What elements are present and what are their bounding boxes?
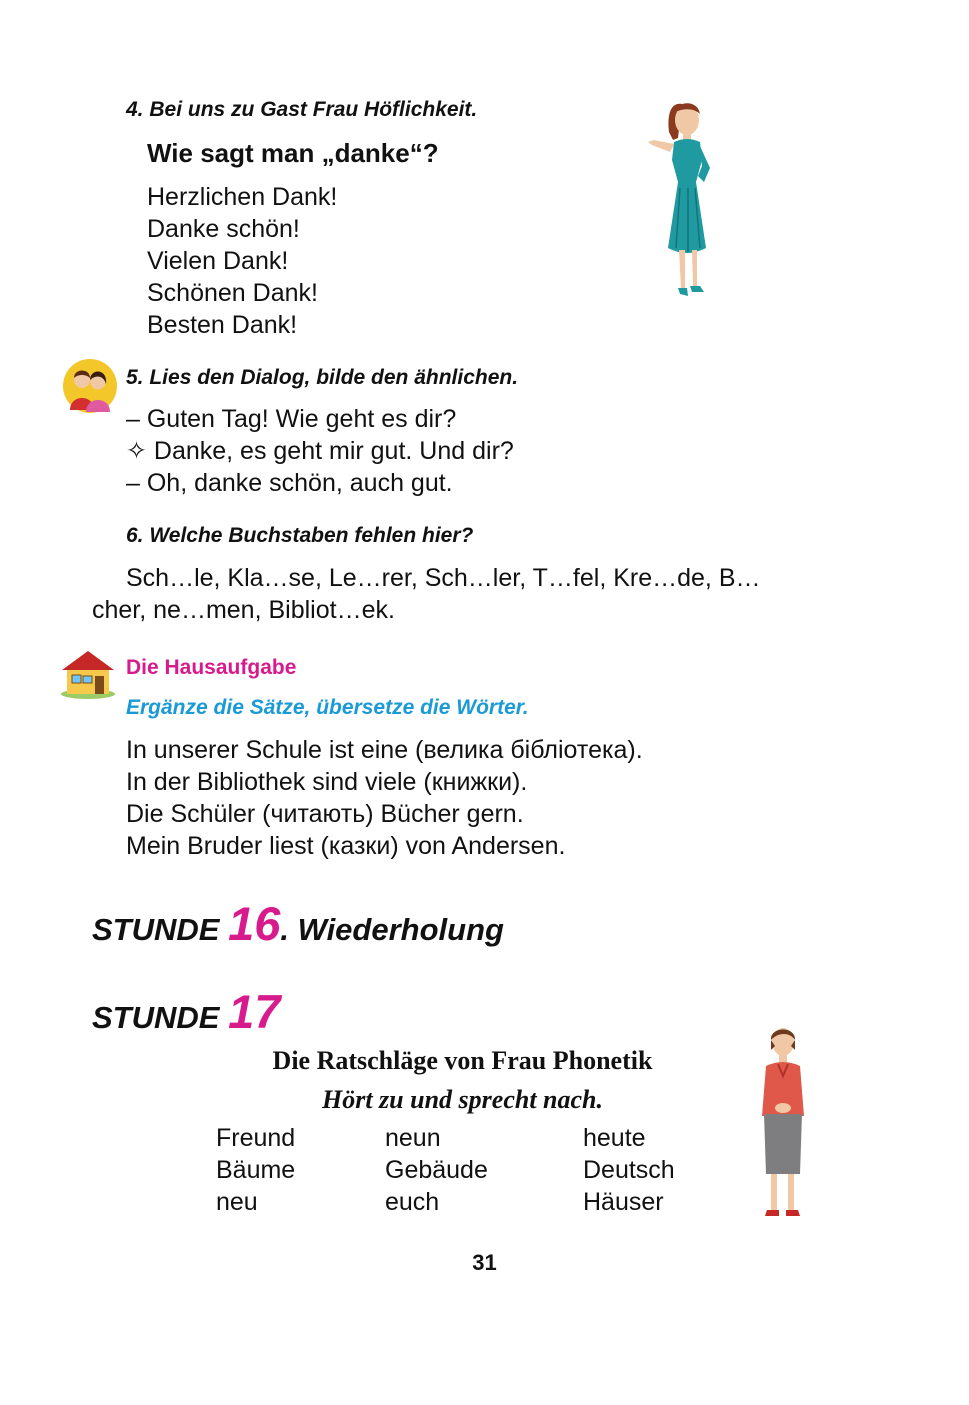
word-cell: neun — [385, 1124, 441, 1152]
stunde-number: 17 — [228, 985, 281, 1038]
homework-instruction: Ergänze die Sätze, übersetze die Wörter. — [126, 696, 529, 719]
task4-line: Vielen Dank! — [147, 247, 289, 275]
pair-work-icon — [62, 358, 118, 414]
house-icon — [60, 648, 116, 700]
phonetics-subtitle: Hört zu und sprecht nach. — [321, 1085, 604, 1114]
stunde-16-heading — [92, 896, 504, 951]
task5-title: 5. Lies den Dialog, bilde den ähnlichen. — [126, 366, 519, 389]
woman-teal-dress-illustration — [640, 98, 730, 310]
homework-heading: Die Hausaufgabe — [126, 656, 297, 679]
page-number: 31 — [472, 1250, 497, 1275]
dialog-line: ✧ Danke, es geht mir gut. Und dir? — [126, 437, 514, 465]
homework-line: Die Schüler (читають) Bücher gern. — [126, 800, 524, 828]
task6-line-1: Sch…le, Kla…se, Le…rer, Sch…ler, T…fel, Kre…de, B… — [126, 564, 761, 592]
task4-line: Danke schön! — [147, 215, 300, 243]
homework-line: Mein Bruder liest (казки) von Andersen. — [126, 832, 566, 860]
task4-question: Wie sagt man „danke“? — [147, 138, 439, 168]
homework-sentences — [126, 734, 643, 862]
word-cell: Deutsch — [583, 1156, 675, 1184]
phonetics-title: Die Ratschläge von Frau Phonetik — [272, 1046, 653, 1075]
task4-line: Besten Dank! — [147, 311, 298, 339]
stunde-16-title: . Wiederholung — [280, 912, 504, 947]
word-cell: heute — [583, 1124, 646, 1152]
word-cell: euch — [385, 1188, 440, 1216]
word-cell: Freund — [216, 1124, 296, 1152]
task4-line: Schönen Dank! — [147, 279, 318, 307]
homework-line: In der Bibliothek sind viele (книжки). — [126, 768, 528, 796]
stunde-17-heading — [92, 984, 280, 1039]
task6-line-2: cher, ne…men, Bibliot…ek. — [92, 596, 395, 624]
word-cell: Bäume — [216, 1156, 296, 1184]
word-cell: neu — [216, 1188, 258, 1216]
task5-dialog — [126, 403, 514, 499]
task6-title: 6. Welche Buchstaben fehlen hier? — [126, 524, 474, 547]
stunde-label: STUNDE — [92, 1000, 220, 1035]
phonetics-word-grid — [216, 1122, 733, 1218]
word-cell: Gebäude — [385, 1156, 488, 1184]
task4-line: Herzlichen Dank! — [147, 183, 338, 211]
word-cell: Häuser — [583, 1188, 664, 1216]
homework-line: In unserer Schule ist eine (велика бібліотека). — [126, 736, 643, 764]
dialog-line: – Oh, danke schön, auch gut. — [126, 469, 453, 497]
dialog-line: – Guten Tag! Wie geht es dir? — [126, 405, 457, 433]
task4-list — [147, 181, 337, 341]
task4-title: 4. Bei uns zu Gast Frau Höflichkeit. — [126, 98, 478, 121]
stunde-label: STUNDE — [92, 912, 220, 947]
stunde-number: 16 — [228, 897, 281, 950]
woman-red-blouse-illustration — [752, 1024, 816, 1220]
